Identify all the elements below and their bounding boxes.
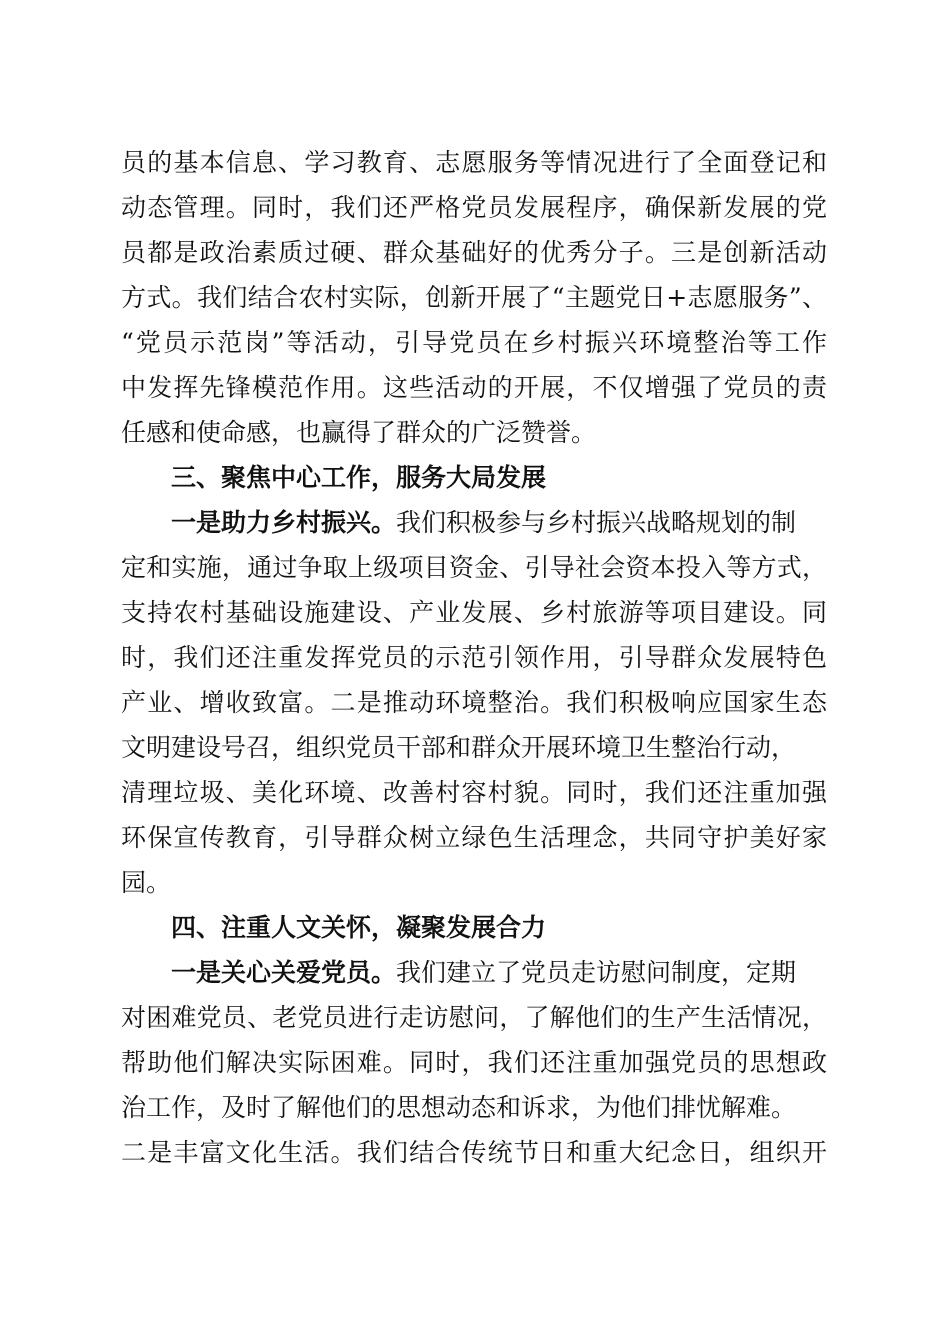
section3-paragraph [121, 500, 827, 905]
section3-lead: 一是助力乡村振兴。 [171, 508, 397, 537]
text-line: 时，我们还注重发挥党员的示范引领作用，引导群众发展特色 [121, 643, 827, 672]
text-line: 员的基本信息、学习教育、志愿服务等情况进行了全面登记和 [121, 148, 827, 177]
text-line [121, 500, 827, 545]
section3-first-line-rest: 我们积极参与乡村振兴战略规划的制 [396, 508, 797, 537]
text-line: 产业、增收致富。二是推动环境整治。我们积极响应国家生态 [121, 688, 827, 717]
text-line: 园。 [121, 868, 172, 897]
section4-lead: 一是关心关爱党员。 [171, 958, 397, 987]
text-line [121, 950, 827, 995]
text-line: 中发挥先锋模范作用。这些活动的开展，不仅增强了党员的责 [121, 373, 827, 402]
text-line: 任感和使命感，也赢得了群众的广泛赞誉。 [121, 418, 597, 447]
text-line: 环保宣传教育，引导群众树立绿色生活理念，共同守护美好家 [121, 823, 827, 852]
text-line: 清理垃圾、美化环境、改善村容村貌。同时，我们还注重加强 [121, 778, 827, 807]
text-line: 定和实施，通过争取上级项目资金、引导社会资本投入等方式， [121, 553, 827, 582]
section4-heading: 四、注重人文关怀，凝聚发展合力 [171, 913, 547, 942]
section3-heading: 三、聚焦中心工作，服务大局发展 [171, 463, 547, 492]
document-body [121, 140, 827, 1175]
text-line: 文明建设号召，组织党员干部和群众开展环境卫生整治行动， [121, 733, 797, 762]
section2-paragraph [121, 140, 827, 455]
section4-first-line-rest: 我们建立了党员走访慰问制度，定期 [396, 958, 797, 987]
text-line: 二是丰富文化生活。我们结合传统节日和重大纪念日，组织开 [121, 1138, 827, 1167]
text-line: 帮助他们解决实际困难。同时，我们还注重加强党员的思想政 [121, 1048, 827, 1077]
text-line: 治工作，及时了解他们的思想动态和诉求，为他们排忧解难。 [121, 1093, 797, 1122]
text-line: 员都是政治素质过硬、群众基础好的优秀分子。三是创新活动 [121, 238, 827, 267]
text-line: 动态管理。同时，我们还严格党员发展程序，确保新发展的党 [121, 193, 827, 222]
text-line: 对困难党员、老党员进行走访慰问，了解他们的生产生活情况， [121, 1003, 827, 1032]
text-line: 支持农村基础设施建设、产业发展、乡村旅游等项目建设。同 [121, 598, 827, 627]
text-line: “党员示范岗”等活动，引导党员在乡村振兴环境整治等工作 [121, 328, 827, 357]
section4-paragraph [121, 950, 827, 1175]
text-line: 方式。我们结合农村实际，创新开展了“主题党日+志愿服务”、 [121, 283, 827, 312]
